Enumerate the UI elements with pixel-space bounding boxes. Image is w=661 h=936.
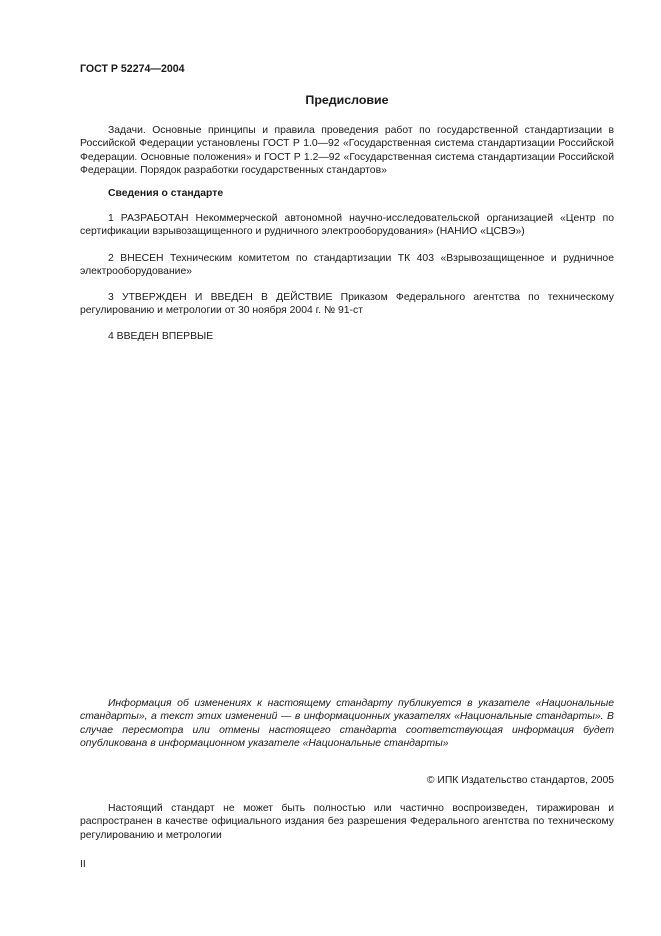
changes-notice: Информация об изменениях к настоящему стандарту публикуется в указателе «Национальные стандарты», а текст этих изменений — в информационных указателях «Национальные стандарты». В случае пересмотра или отмены настоящего стандарта соответствующая информация будет опубликована в информационном указателе «Национальные стандарты» bbox=[80, 698, 614, 750]
section-subheading: Сведения о стандарте bbox=[108, 188, 224, 199]
page-number: II bbox=[80, 859, 86, 870]
copyright-line: © ИПК Издательство стандартов, 2005 bbox=[426, 775, 614, 786]
rights-notice: Настоящий стандарт не может быть полностью или частично воспроизведен, тиражирован и распространен в качестве официального издания без разрешения Федерального агентства по техническому регулированию и метрологии bbox=[80, 803, 614, 841]
info-item-2: 2 ВНЕСЕН Техническим комитетом по стандартизации ТК 403 «Взрывозащищенное и рудничное электрооборудование» bbox=[80, 253, 614, 278]
info-item-1: 1 РАЗРАБОТАН Некоммерческой автономной научно-исследовательской организацией «Центр по сертификации взрывозащищенного и рудничного электрооборудования» (НАНИО «ЦСВЭ») bbox=[80, 213, 614, 238]
info-item-4: 4 ВВЕДЕН ВПЕРВЫЕ bbox=[108, 331, 214, 342]
standard-code: ГОСТ Р 52274—2004 bbox=[80, 63, 185, 75]
page-title: Предисловие bbox=[305, 93, 389, 107]
intro-paragraph: Задачи. Основные принципы и правила проведения работ по государственной стандартизации в Российской Федерации установлены ГОСТ Р 1.0—92 «Государственная система стандартизации Российской Федерации. Основные положения» и ГОСТ Р 1.2—92 «Государственная система стандартизации Российской Федерации. Порядок разработки государственных стандартов» bbox=[80, 125, 614, 177]
info-item-3: 3 УТВЕРЖДЕН И ВВЕДЕН В ДЕЙСТВИЕ Приказом Федерального агентства по техническому регулированию и метрологии от 30 ноября 2004 г. № 91-ст bbox=[80, 292, 614, 317]
